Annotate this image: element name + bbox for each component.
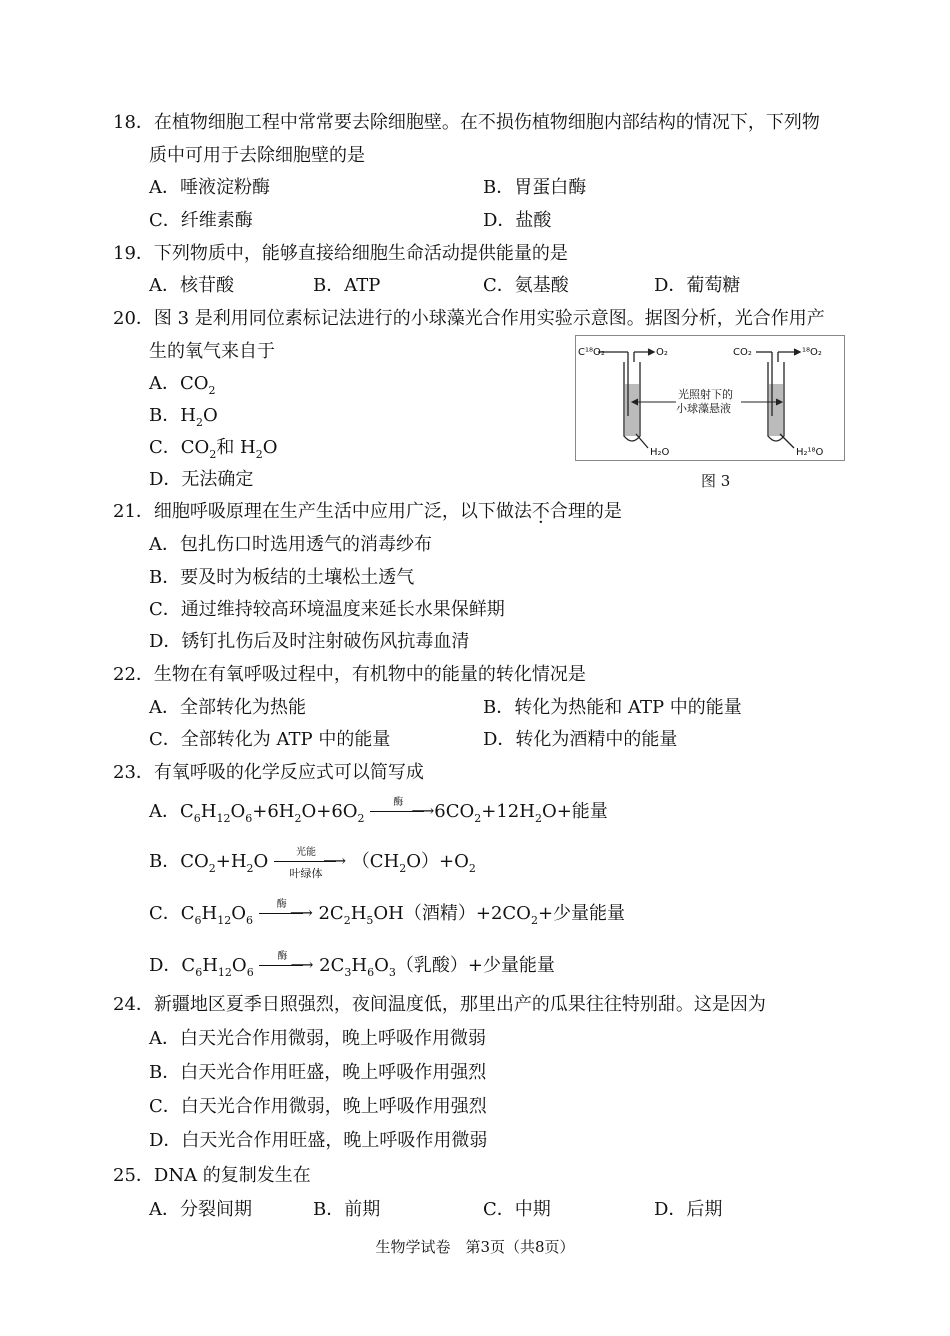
left-input-label: C¹⁸O₂ [578,347,605,358]
right-water-label: H₂¹⁸O [796,447,824,458]
q25-number: 25． [113,1165,154,1186]
q18-option-d[interactable]: D．盐酸 [483,210,552,231]
q20-stem-cont: 生的氧气来自于 [149,341,275,362]
left-water-label: H₂O [650,447,670,458]
q21-option-c[interactable]: C．通过维持较高环境温度来延长水果保鲜期 [149,599,505,620]
q21-number: 21． [113,501,154,522]
q22-option-c[interactable]: C．全部转化为 ATP 中的能量 [149,729,391,750]
test-tube-diagram [576,336,844,460]
page-footer: 生物学试卷 第3页（共8页） [375,1238,575,1256]
q21-option-d[interactable]: D．锈钉扎伤后及时注射破伤风抗毒血清 [149,631,470,652]
q24-option-b[interactable]: B．白天光合作用旺盛，晚上呼吸作用强烈 [149,1062,487,1083]
q22-option-d[interactable]: D．转化为酒精中的能量 [483,729,678,750]
q20-option-c[interactable]: C．$CO_2$和 $H_2O$ [149,437,278,461]
q25-option-c[interactable]: C．中期 [483,1199,551,1220]
q23-option-d[interactable]: D．$C_6H_{12}O_6$ 酶 ⟶ $2C_3H_6O_3$（乳酸）+少量能量 [149,951,555,979]
q23-number: 23． [113,762,154,783]
q23-option-c[interactable]: C．$C_6H_{12}O_6$ 酶 ⟶ $2C_2H_5OH$（酒精）$+2CO_2+$少量能量 [149,899,626,927]
q25-option-a[interactable]: A．分裂间期 [149,1199,252,1220]
q18-option-c[interactable]: C．纤维素酶 [149,210,253,231]
q22-number: 22． [113,664,154,685]
figure-3-diagram [575,335,845,461]
q24-number: 24． [113,994,154,1015]
q18-number: 18． [113,112,154,133]
q20-stem: 20．图 3 是利用同位素标记法进行的小球藻光合作用实验示意图。据图分析，光合作用产 [113,308,825,329]
left-test-tube [598,349,654,448]
q23-option-b[interactable]: B．$CO_2+H_2O$ 光能 ⟶ 叶绿体 $(CH_2O)+O_2$ [149,847,476,880]
q22-option-b[interactable]: B．转化为热能和 ATP 中的能量 [483,697,742,718]
q21-option-a[interactable]: A．包扎伤口时选用透气的消毒纱布 [149,534,432,555]
q22-stem: 22．生物在有氧呼吸过程中，有机物中的能量的转化情况是 [113,664,586,685]
q18-stem: 18．在植物细胞工程中常常要去除细胞壁。在不损伤植物细胞内部结构的情况下，下列物 [113,112,820,133]
q25-stem: 25．DNA 的复制发生在 [113,1165,311,1186]
q25-option-b[interactable]: B．前期 [313,1199,381,1220]
figure-3-caption: 图 3 [701,472,731,490]
q19-option-b[interactable]: B．ATP [313,275,381,296]
q19-stem: 19．下列物质中，能够直接给细胞生命活动提供能量的是 [113,243,568,264]
q19-option-d[interactable]: D．葡萄糖 [654,275,741,296]
q24-option-c[interactable]: C．白天光合作用微弱，晚上呼吸作用强烈 [149,1096,487,1117]
q25-option-d[interactable]: D．后期 [654,1199,723,1220]
right-output-label: ¹⁸O₂ [802,347,822,358]
q24-stem: 24．新疆地区夏季日照强烈，夜间温度低，那里出产的瓜果往往特别甜。这是因为 [113,994,766,1015]
q19-option-c[interactable]: C．氨基酸 [483,275,569,296]
right-input-label: CO₂ [733,347,752,358]
q19-number: 19． [113,243,154,264]
q23-option-a[interactable]: A．$C_6H_{12}O_6+6H_2O+6O_2$ 酶 ⟶ $6CO_2+12H_2O+$能量 [149,797,608,825]
right-test-tube [756,349,800,448]
q18-option-a[interactable]: A．唾液淀粉酶 [149,177,270,198]
q23-stem: 23．有氧呼吸的化学反应式可以简写成 [113,762,424,783]
q18-stem-cont: 质中可用于去除细胞壁的是 [149,145,365,166]
q24-option-a[interactable]: A．白天光合作用微弱，晚上呼吸作用微弱 [149,1028,486,1049]
enzyme-arrow: 酶 ⟶ [370,800,434,824]
q21-stem: 21．细胞呼吸原理在生产生活中应用广泛，以下做法不合理的是 [113,501,622,522]
q20-option-b[interactable]: B．$H_2O$ [149,405,218,429]
left-output-label: O₂ [656,347,668,358]
photosynthesis-arrow: 光能 ⟶ 叶绿体 [274,850,346,874]
emphasis-dot: 不 [531,501,550,522]
suspension-label-1: 光照射下的 [678,388,733,401]
q20-option-a[interactable]: A．$CO_2$ [149,373,216,397]
q18-option-b[interactable]: B．胃蛋白酶 [483,177,587,198]
suspension-label-2: 小球藻悬液 [676,402,731,415]
q22-option-a[interactable]: A．全部转化为热能 [149,697,306,718]
q21-option-b[interactable]: B．要及时为板结的土壤松土透气 [149,567,415,588]
enzyme-arrow: 酶 ⟶ [259,902,313,926]
q19-option-a[interactable]: A．核苷酸 [149,275,234,296]
q20-number: 20． [113,308,154,329]
q20-option-d[interactable]: D．无法确定 [149,469,254,490]
q24-option-d[interactable]: D．白天光合作用旺盛，晚上呼吸作用微弱 [149,1130,488,1151]
enzyme-arrow: 酶 ⟶ [259,954,313,978]
